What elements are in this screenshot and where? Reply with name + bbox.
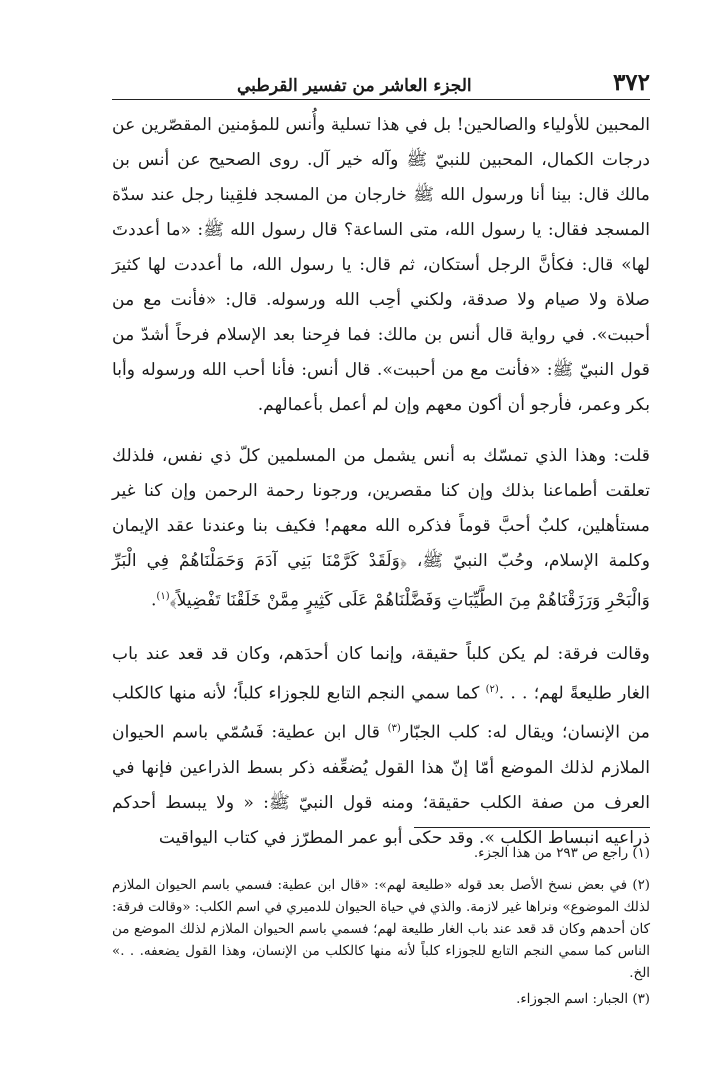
paragraph-1: المحبين للأولياء والصالحين! بل في هذا تسلية وأُنس للمؤمنين المقصّرين عن درجات الكمال، المحبين للنبيّ ﷺ وآله خير آل. روى الصحيح عن أنس بن مالك قال: بينا أنا ورسول الله ﷺ خارجان من المسجد فلقِينا رجل عند سدّة المسجد فقال: يا رسول الله، متى الساعة؟ قال رسول الله ﷺ: «ما أعددتَ لها» قال: فكأنَّ الرجل أستكان، ثم قال: يا رسول الله، ما أعددت لها كثيرَ صلاة ولا صيام ولا صدقة، ولكني أحِب الله ورسوله. قال: «فأنت مع من أحببت». في رواية قال أنس بن مالك: فما فرِحنا بعد الإسلام فرحاً أشدّ من قول النبيّ ﷺ: «فأنت مع من أحببت». قال أنس: فأنا أحب الله ورسوله وأبا بكر وعمر، فأرجو أن أكون معهم وإن لم أعمل بأعمالهم. bbox=[112, 115, 650, 415]
footnote-1: (١) راجع ص ٢٩٣ من هذا الجزء. bbox=[473, 846, 650, 861]
footnote-marker-2: (٢) bbox=[485, 683, 499, 695]
paragraph-3-text-b: كما سمي النجم التابع للجوزاء كلباً؛ لأنه منها كالكلب من الإنسان؛ ويقال له: كلب الجبّار bbox=[112, 683, 650, 744]
paragraph-3-text-a: وقالت فرقة: لم يكن كلباً حقيقة، وإنما كان أحدَهم، وكان قد قعد عند باب الغار طليعةً لهم؛ . . . bbox=[112, 643, 651, 704]
footnote-separator bbox=[414, 827, 650, 828]
paragraph-2-text: قلت: وهذا الذي تمسّك به أنس يشمل من المسلمين كلّ ذي نفس، فلذلك تعلقت أطماعنا بذلك وإن كنا مقصرين، ورجونا رحمة الرحمن وإن كنا غير مستأهلين، كلبٌ أحبَّ قوماً فذكره الله معهم! فكيف بنا وعندنا عقد الإيمان وكلمة الإسلام، وحُبّ النبيّ ﷺ، ﴿وَلَقَدْ كَرَّمْنَا بَنِي آدَمَ وَحَمَلْنَاهُمْ فِي الْبَرِّ وَالْبَحْرِ وَرَزَقْنَاهُمْ مِنَ الطَّيِّبَاتِ وَفَضَّلْنَاهُمْ عَلَى كَثِيرٍ مِمَّنْ خَلَقْنَا تَفْضِيلاً﴾ bbox=[112, 446, 650, 611]
footnote-2: (٢) في بعض نسخ الأصل بعد قوله «طليعة لهم»: «قال ابن عطية: فسمي باسم الحيوان الملازم لذلك الموضوع» ونراها غير لازمة. والذي في حياة الحيوان للدميري في اسم الكلب: «وقالت فرقة: كان أحدهم وكان قد قعد عند باب الغار طليعة لهم؛ فسمي باسم الحيوان الملازم لذلك الموضع من الناس كما سمي النجم التابع للجوزاء كلباً لأنه منها كالكلب من الإنسان، وهذا القول يضعفه. . .» الخ. bbox=[112, 878, 650, 981]
page-number: ٣٧٢ bbox=[612, 69, 650, 96]
paragraph-2: قلت: وهذا الذي تمسّك به أنس يشمل من المسلمين كلّ ذي نفس، فلذلك تعلقت أطماعنا بذلك وإن كنا مقصرين، ورجونا رحمة الرحمن وإن كنا غير مستأهلين، كلبٌ أحبَّ قوماً فذكره الله معهم! فكيف بنا وعندنا عقد الإيمان وكلمة الإسلام، وحُبّ النبيّ ﷺ، ﴿وَلَقَدْ كَرَّمْنَا بَنِي آدَمَ وَحَمَلْنَاهُمْ فِي الْبَرِّ وَالْبَحْرِ وَرَزَقْنَاهُمْ مِنَ الطَّيِّبَاتِ وَفَضَّلْنَاهُمْ عَلَى كَثِيرٍ مِمَّنْ خَلَقْنَا تَفْضِيلاً﴾$^{(١)}$. bbox=[112, 446, 650, 611]
footnotes bbox=[112, 843, 650, 1011]
paragraph-3-text-c: قال ابن عطية: فَسُمّي باسم الحيوان الملازم لذلك الموضع أمّا إنّ هذا القول يُضعِّفه ذكر بسط الذراعين فإنها في العرف من صفة الكلب حقيقة؛ ومنه قول النبيّ ﷺ: « ولا يبسط أحدكم ذراعيه انبساط الكلب ». وقد حكى أبو عمر المطرّز في كتاب اليواقيت bbox=[112, 723, 650, 849]
main-text bbox=[112, 108, 650, 856]
page-header bbox=[112, 60, 650, 100]
running-title: الجزء العاشر من تفسير القرطبي bbox=[237, 76, 472, 96]
footnote-marker-1: (١) bbox=[156, 591, 170, 602]
footnote-marker-3: (٣) bbox=[387, 723, 401, 735]
footnote-3: (٣) الجبار: اسم الجوزاء. bbox=[516, 992, 650, 1007]
paragraph-3 bbox=[112, 637, 650, 856]
